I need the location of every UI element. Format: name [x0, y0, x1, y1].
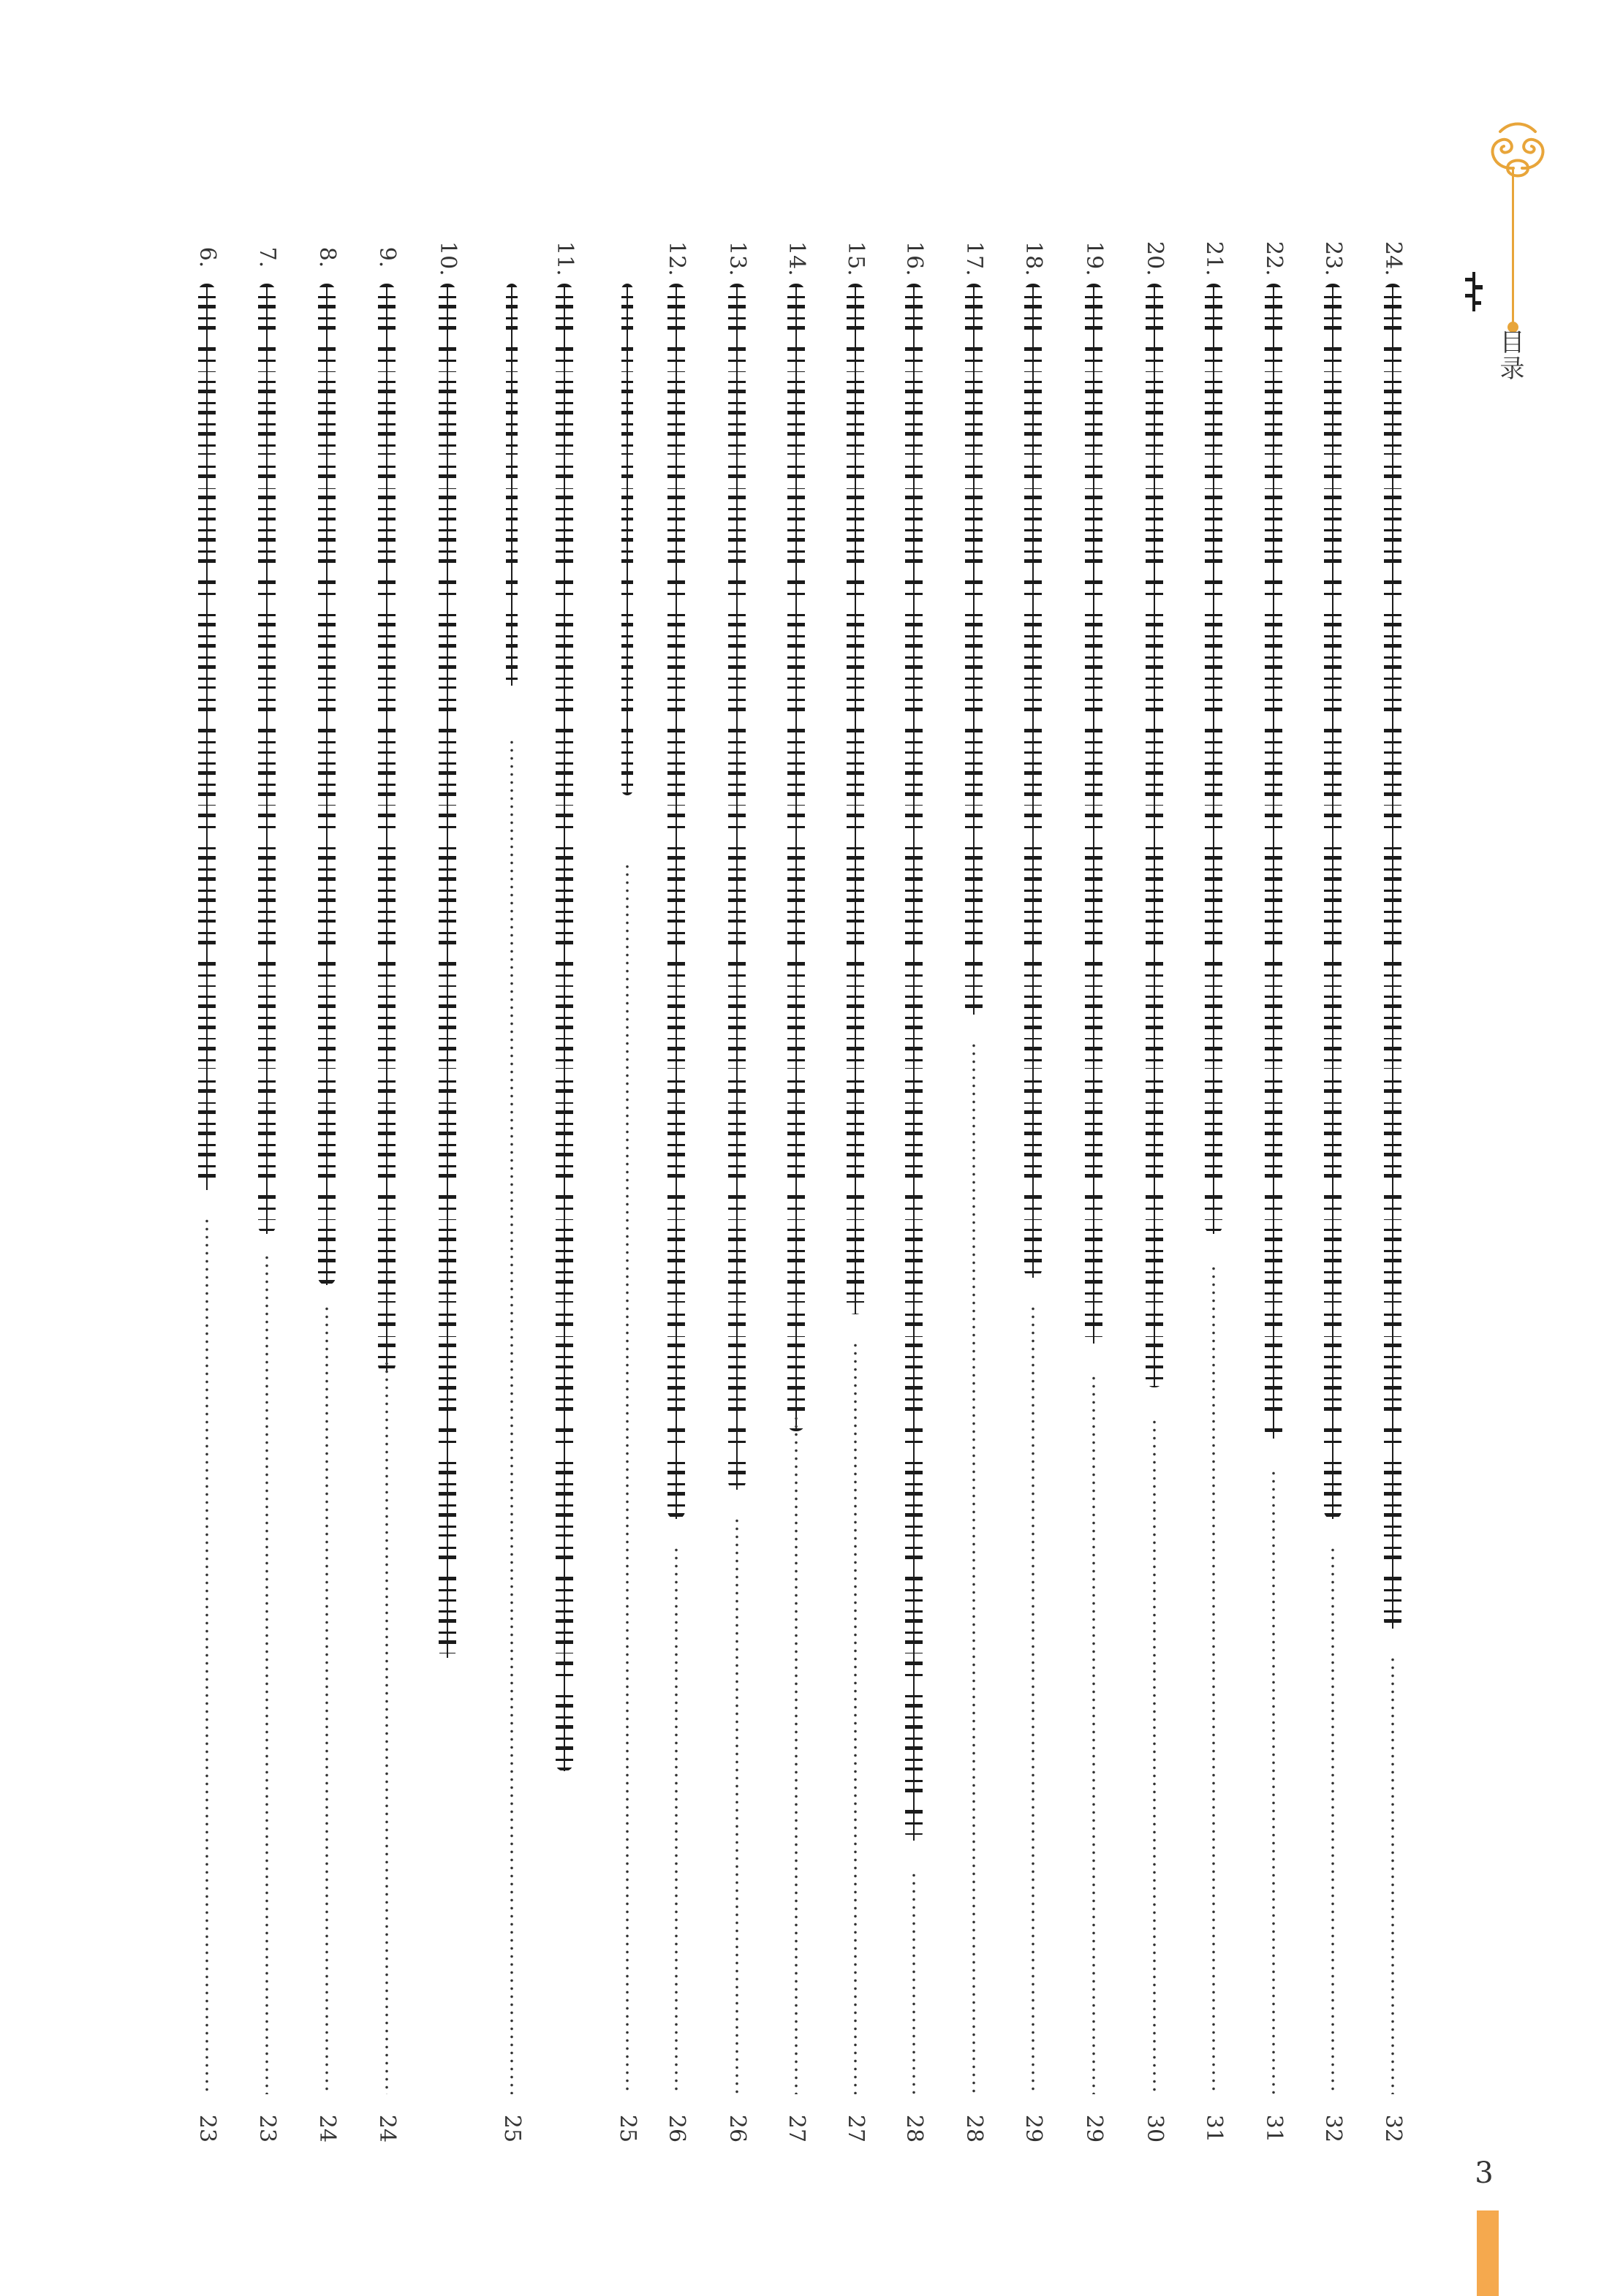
toc-item-number: 9.	[374, 246, 400, 268]
toc-item-page	[548, 2110, 580, 2147]
toc-item-number: 8.	[314, 246, 340, 268]
toc-item-mongolian-title	[1205, 284, 1222, 1234]
toc-item-page	[431, 2110, 464, 2147]
toc-item-number: 22.	[1261, 241, 1287, 276]
toc-leader-dots	[510, 738, 513, 2094]
toc-leader-dots	[854, 1341, 857, 2094]
toc-leader-dots	[795, 1414, 798, 2094]
toc-item-number: 6.	[194, 246, 220, 268]
toc-item-page: 28	[901, 2114, 927, 2143]
toc-leader-dots	[1092, 1374, 1095, 2094]
toc-item-number: 10.	[435, 241, 461, 276]
toc-item-mongolian-title	[1265, 284, 1282, 1439]
toc-item-page: 23	[194, 2114, 220, 2143]
toc-item-mongolian-title	[258, 284, 276, 1234]
toc-leader-dots	[1331, 1546, 1334, 2094]
toc-item-page: 31	[1201, 2114, 1227, 2143]
toc-item-page: 25	[499, 2114, 525, 2143]
toc-item-mongolian-title	[1324, 284, 1342, 1519]
toc-item-number: 23.	[1320, 241, 1346, 276]
toc-item-number	[496, 241, 528, 273]
toc-item-page: 23	[254, 2114, 280, 2143]
toc-item-mongolian-title	[787, 284, 805, 1431]
toc-item-page: 24	[374, 2114, 400, 2143]
toc-item-number: 12.	[664, 241, 689, 276]
toc-leader-dots	[1153, 1418, 1156, 2094]
toc-item-page: 24	[314, 2114, 340, 2143]
toc-item-mongolian-title	[198, 284, 216, 1190]
toc-item-mongolian-title	[556, 284, 573, 1771]
toc-item-number: 11.	[552, 241, 578, 276]
toc-item-mongolian-title	[667, 284, 685, 1519]
toc-item-number	[611, 241, 643, 273]
toc-item-number: 14.	[784, 241, 809, 276]
toc-item-mongolian-title	[1384, 284, 1401, 1629]
toc-leader-dots	[972, 1042, 975, 2094]
toc-item-number: 13.	[725, 241, 750, 276]
toc-item-number: 18.	[1021, 241, 1046, 276]
toc-leader-dots	[325, 1305, 328, 2094]
toc-item-mongolian-title	[847, 284, 864, 1314]
toc-leader-dots	[735, 1517, 738, 2094]
toc-item-number: 19.	[1081, 241, 1107, 276]
toc-item-page: 28	[961, 2114, 987, 2143]
toc-leader-dots	[675, 1546, 678, 2094]
toc-leader-dots	[265, 1254, 268, 2094]
toc-item-number: 21.	[1201, 241, 1227, 276]
toc-item-mongolian-title	[1024, 284, 1042, 1278]
toc-leader-dots	[205, 1217, 208, 2094]
toc-item-mongolian-title	[378, 284, 396, 1373]
toc-item-page: 32	[1380, 2114, 1406, 2143]
toc-item-number: 16.	[901, 241, 927, 276]
toc-item-mongolian-title	[965, 284, 983, 1015]
toc-item-page: 26	[664, 2114, 689, 2143]
toc-item-mongolian-title	[506, 284, 518, 686]
header-title-mongolian	[1462, 270, 1486, 313]
toc-item-mongolian-title	[1085, 284, 1102, 1344]
page-number: 3	[1475, 2156, 1494, 2190]
toc-item-page: 27	[843, 2114, 869, 2143]
header-title-chinese: 目录	[1495, 329, 1524, 382]
toc-leader-dots	[626, 863, 629, 2094]
toc-leader-dots	[1032, 1305, 1034, 2094]
toc-item-number: 15.	[843, 241, 869, 276]
toc-item-page: 30	[1142, 2114, 1168, 2143]
toc-item-number: 20.	[1142, 241, 1168, 276]
toc-item-page: 32	[1320, 2114, 1346, 2143]
toc-item-mongolian-title	[318, 284, 336, 1285]
toc-leader-dots	[385, 1360, 388, 2094]
toc-item-mongolian-title	[621, 284, 633, 795]
toc-leader-dots	[1272, 1469, 1275, 2094]
toc-item-page: 25	[615, 2114, 640, 2143]
toc-item-page: 26	[725, 2114, 750, 2143]
toc-item-number: 7.	[254, 246, 280, 268]
toc-leader-dots	[1212, 1265, 1215, 2094]
toc-leader-dots	[912, 1871, 915, 2094]
toc-item-mongolian-title	[728, 284, 746, 1490]
toc-item-page: 31	[1261, 2114, 1287, 2143]
toc-item-page: 29	[1081, 2114, 1107, 2143]
toc-item-mongolian-title	[905, 284, 923, 1841]
page-tab-marker	[1477, 2210, 1499, 2296]
toc-item-mongolian-title	[1146, 284, 1163, 1387]
toc-leader-dots	[1391, 1656, 1394, 2094]
header-rule	[1512, 170, 1514, 325]
toc-item-page: 27	[784, 2114, 809, 2143]
scroll-flourish-icon	[1478, 117, 1559, 190]
toc-item-number: 17.	[961, 241, 987, 276]
toc-item-mongolian-title	[439, 284, 456, 1658]
toc-item-page: 29	[1021, 2114, 1046, 2143]
toc-item-number: 24.	[1380, 241, 1406, 276]
